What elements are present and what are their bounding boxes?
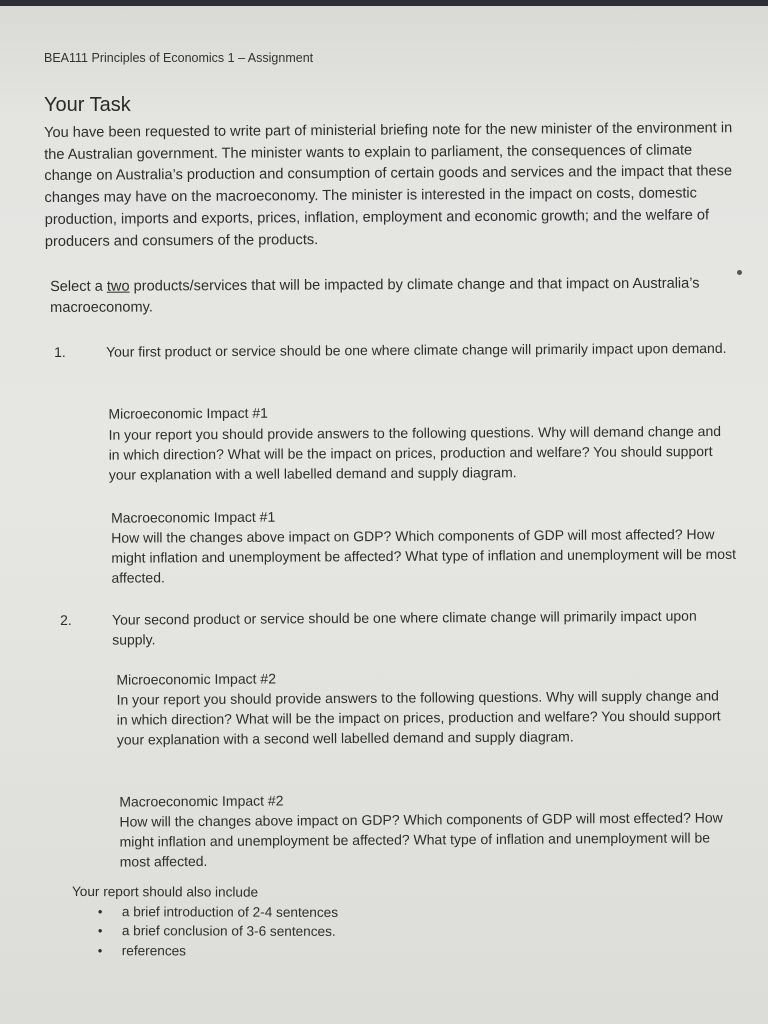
micro-text: In your report you should provide answers to the following questions. Why will supply change and in which direction? What will be the impact on prices, production and welfare? You should support your explanation with a second well labelled demand and supply diagram. [116,687,721,748]
document-header: BEA111 Principles of Economics 1 – Assignment [44,51,314,65]
bullet-icon: • [97,903,103,919]
bullet-icon: • [97,923,103,939]
macro-text: How will the changes above impact on GDP? Which components of GDP will most effected? How might inflation and unemployment be affected? What type of inflation and unemployment will be most affected. [119,809,723,870]
macro-text: How will the changes above impact on GDP? Which components of GDP will most affected? How might inflation and unemployment be affected? What type of inflation and unemployment will be most affected. [111,526,736,586]
list-item [98,941,338,961]
task-title: Your Task [44,94,131,116]
select-emphasis: two [106,278,130,295]
macro-title: Macroeconomic Impact #2 [119,792,284,810]
item-number: 1. [53,343,66,361]
report-intro: Your report should also include [71,884,259,900]
bullet-text: a brief conclusion of 3-6 sentences. [121,923,336,939]
list-item [98,902,338,922]
item-intro: Your first product or service should be one where climate change will primarily impact upon demand. [105,339,727,360]
bullet-text: a brief introduction of 2-4 sentences [121,903,339,920]
report-bullet-list [72,901,338,960]
select-suffix: products/services that will be impacted by climate change and that impact on Australia’s macroeconomy. [50,275,700,316]
bullet-icon: • [97,942,103,958]
select-prefix: Select a [50,278,107,295]
macro-title: Macroeconomic Impact #1 [111,508,276,526]
document-page [0,6,768,1024]
micro-title: Microeconomic Impact #2 [116,670,277,688]
micro-title: Microeconomic Impact #1 [108,404,268,422]
report-includes [72,882,338,961]
select-instruction [50,274,710,318]
bullet-text: references [121,942,187,958]
list-item [98,921,338,941]
item-number: 2. [59,611,72,628]
item-intro: Your second product or service should be one where climate change will primarily impact upon supply. [111,607,697,648]
micro-text: In your report you should provide answers to the following questions. Why will demand change and in which direction? What will be the impact on prices, production and welfare? You should support your explanation with a well labelled demand and supply diagram. [108,422,722,483]
task-description: You have been requested to write part of ministerial briefing note for the new minister of the environment in the Australian government. The minister wants to explain to parliament, the consequences of climate change on Australia’s production and consumption of certain goods and services and the impact that these changes may have on the macroeconomy. The minister is interested in the impact on costs, domestic production, imports and exports, prices, inflation, employment and economic growth; and the welfare of producers and consumers of the products. [44,120,733,250]
screen-speck [737,270,742,275]
